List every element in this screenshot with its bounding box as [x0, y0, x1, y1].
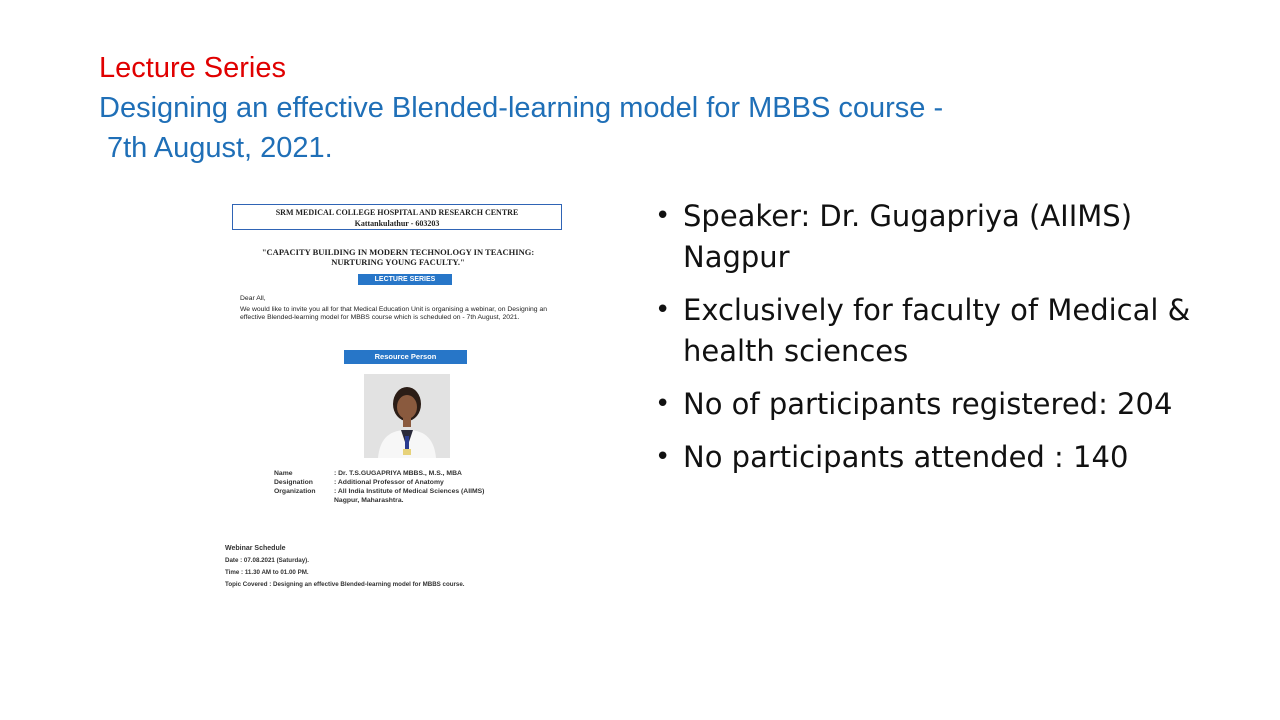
slide-title-block: [99, 48, 1199, 168]
detail-value: : Additional Professor of Anatomy: [334, 479, 444, 486]
lecture-title: Designing an effective Blended-learning model for MBBS course -: [99, 92, 944, 124]
bullet-dot-icon: •: [655, 389, 671, 419]
speaker-portrait-icon: [364, 374, 450, 458]
detail-key: Organization: [274, 488, 316, 495]
invitation-body: We would like to invite you all for that Medical Education Unit is organising a webinar, on Designing an effective Blended-learning model for MBBS course which is scheduled on - 7th August, 2021.: [240, 305, 548, 321]
detail-row-name: [274, 469, 574, 478]
greeting: Dear All,: [240, 295, 266, 302]
bullet-speaker: [655, 196, 1215, 278]
lecture-series-badge: LECTURE SERIES: [358, 274, 452, 285]
bullet-registered: [655, 384, 1215, 425]
detail-key: Name: [274, 470, 293, 477]
invitation-letter: [240, 295, 570, 323]
schedule-time: Time : 11.30 AM to 01.00 PM.: [225, 569, 309, 576]
series-label: Lecture Series: [99, 52, 286, 84]
detail-row-organization: [274, 487, 574, 505]
bullet-dot-icon: •: [655, 201, 671, 231]
event-facts-list: [655, 196, 1215, 490]
schedule-date: Date : 07.08.2021 (Saturday).: [225, 557, 309, 564]
bullet-attended: [655, 437, 1215, 478]
schedule-topic: Topic Covered : Designing an effective Blended-learning model for MBBS course.: [225, 581, 465, 588]
theme-line-2: NURTURING YOUNG FACULTY.": [331, 257, 465, 267]
bullet-text: Exclusively for faculty of Medical & health sciences: [683, 293, 1191, 368]
theme-line-1: "CAPACITY BUILDING IN MODERN TECHNOLOGY IN TEACHING:: [261, 247, 535, 257]
lecture-date: 7th August, 2021.: [107, 132, 333, 164]
bullet-text: No participants attended : 140: [683, 440, 1129, 474]
institution-box: [232, 204, 562, 230]
detail-row-designation: [274, 478, 574, 487]
resource-person-badge: Resource Person: [344, 350, 467, 364]
speaker-details: [274, 469, 574, 505]
institution-name: SRM MEDICAL COLLEGE HOSPITAL AND RESEARCH CENTRE: [275, 208, 519, 217]
detail-value: : Dr. T.S.GUGAPRIYA MBBS., M.S., MBA: [334, 470, 462, 477]
bullet-dot-icon: •: [655, 442, 671, 472]
invitation-flyer: [222, 196, 592, 606]
detail-value: : All India Institute of Medical Sciences (AIIMS) Nagpur, Maharashtra.: [334, 488, 485, 504]
speaker-photo: [364, 374, 450, 458]
bullet-text: Speaker: Dr. Gugapriya (AIIMS) Nagpur: [683, 199, 1133, 274]
webinar-schedule: [225, 545, 585, 593]
institution-address: Kattankulathur - 603203: [354, 219, 440, 228]
schedule-title: Webinar Schedule: [225, 545, 286, 552]
theme-heading: [222, 247, 574, 267]
detail-key: Designation: [274, 479, 313, 486]
bullet-audience: [655, 290, 1215, 372]
bullet-text: No of participants registered: 204: [683, 387, 1173, 421]
bullet-dot-icon: •: [655, 295, 671, 325]
